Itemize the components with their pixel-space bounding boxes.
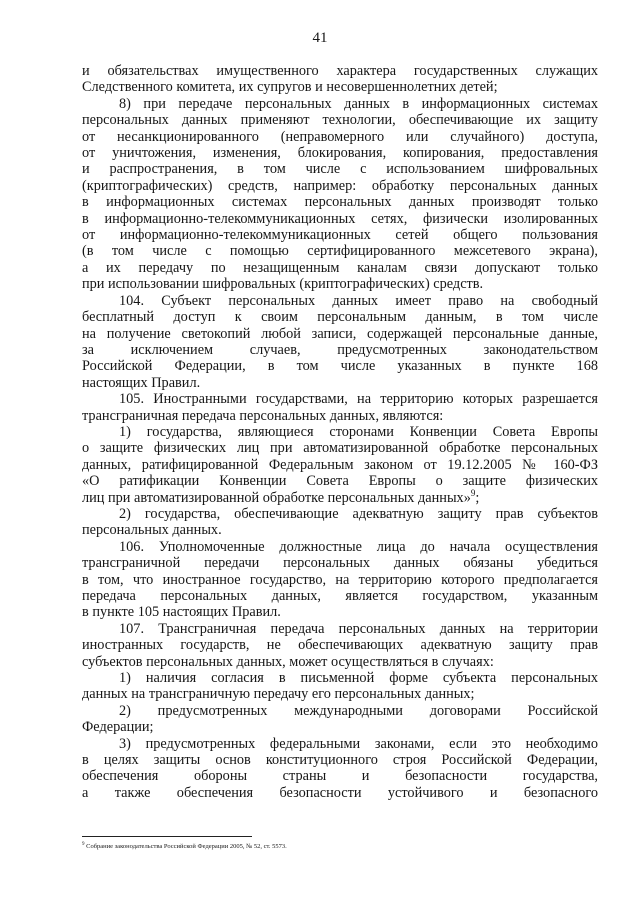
line-text: а их передачу по незащищенным каналам связи допускают только: [82, 259, 598, 276]
line-text: Российской Федерации, в том числе указанных в пункте 168: [82, 358, 598, 375]
line-text: (криптографических) средств, например: обработку персональных данных: [82, 177, 598, 194]
line-text: 2) предусмотренных международными договорами Российской: [119, 702, 598, 719]
text-line: [82, 391, 598, 407]
text-line: [82, 768, 598, 784]
line-text: персональных данных применяют технологии, обеспечивающие их защиту: [82, 112, 598, 129]
line-text: 106. Уполномоченные должностные лица до начала осуществления: [119, 538, 598, 555]
text-line: [82, 506, 598, 522]
text-line: [82, 293, 598, 309]
line-text: а также обеспечения безопасности устойчивого и безопасного: [82, 784, 598, 801]
line-text: и обязательствах имущественного характера государственных служащих: [82, 63, 598, 79]
text-line: [82, 161, 598, 177]
line-text: «О ратификации Конвенции Совета Европы о защите физических: [82, 473, 598, 490]
line-text: в информационных системах персональных данных производят только: [82, 194, 598, 211]
text-line: [82, 358, 598, 374]
line-text: персональных данных.: [82, 522, 222, 539]
line-text: 3) предусмотренных федеральными законами, если это необходимо: [119, 735, 598, 752]
text-line: [82, 260, 598, 276]
line-text: на получение светокопий любой записи, содержащей персональные данные,: [82, 325, 598, 342]
footnote-marker: 9: [82, 842, 85, 847]
body-text: [82, 63, 598, 801]
line-text: 2) государства, обеспечивающие адекватную защиту прав субъектов: [119, 505, 598, 522]
text-line: [82, 703, 598, 719]
footnote-divider: [82, 836, 252, 837]
line-text: трансграничной передачи персональных данных обязаны убедиться: [82, 555, 598, 572]
line-text: о защите физических лиц при автоматизированной обработке персональных: [82, 440, 598, 457]
text-line: [82, 588, 598, 604]
line-text: данных, ратифицированной Федеральным законом от 19.12.2005 № 160-ФЗ: [82, 456, 598, 473]
text-line: [82, 408, 598, 424]
line-text: и распространения, в том числе с использованием шифровальных: [82, 161, 598, 178]
line-text: в пункте 105 настоящих Правил.: [82, 604, 281, 621]
line-text: бесплатный доступ к своим персональным данным, в том числе: [82, 309, 598, 326]
text-line: [82, 621, 598, 637]
line-text: от уничтожения, изменения, блокирования, копирования, предоставления: [82, 145, 598, 162]
line-text: иностранных государств, не обеспечивающих адекватную защиту прав: [82, 637, 598, 654]
text-line: [82, 555, 598, 571]
text-line: [82, 670, 598, 686]
line-text: 1) наличия согласия в письменной форме субъекта персональных: [119, 670, 598, 687]
page-number: 41: [312, 30, 328, 46]
line-text: 104. Субъект персональных данных имеет право на свободный: [119, 292, 598, 309]
line-text: в целях защиты основ конституционного строя Российской Федерации,: [82, 752, 598, 769]
text-line: [82, 79, 598, 95]
text-line: [82, 604, 598, 620]
text-line: [82, 63, 598, 79]
text-line: [82, 227, 598, 243]
text-line: [82, 487, 598, 506]
line-text: 105. Иностранными государствами, на территорию которых разрешается: [119, 391, 598, 408]
line-text: в информационно-телекоммуникационных сетях, физически изолированных: [82, 210, 598, 227]
line-text: Следственного комитета, их супругов и несовершеннолетних детей;: [82, 79, 498, 96]
text-line: [82, 211, 598, 227]
line-text: в том, что иностранное государство, на территорию которого предполагается: [82, 571, 598, 588]
text-line: [82, 572, 598, 588]
line-text: настоящих Правил.: [82, 374, 201, 391]
text-line: [82, 522, 598, 538]
line-text: лиц при автоматизированной обработке персональных данных»: [82, 489, 471, 506]
text-line: [82, 785, 598, 801]
line-text: 8) при передаче персональных данных в информационных системах: [119, 95, 598, 112]
text-line: [82, 276, 598, 292]
line-text: трансграничная передача персональных данных, являются:: [82, 407, 444, 424]
footnote-reference: 9: [470, 487, 476, 498]
line-text: за исключением случаев, предусмотренных законодательством: [82, 341, 598, 358]
text-line: [82, 424, 598, 440]
line-text: субъектов персональных данных, может осуществляться в случаях:: [82, 653, 494, 670]
text-line: [82, 145, 598, 161]
text-line: [82, 686, 598, 702]
text-line: [82, 637, 598, 653]
line-text: Федерации;: [82, 719, 154, 736]
text-line: [82, 309, 598, 325]
line-text: 107. Трансграничная передача персональных данных на территории: [119, 620, 598, 637]
footnote-text: Собрание законодательства Российской Федерации 2005, № 52, ст. 5573.: [84, 843, 287, 851]
line-text: от несанкционированного (неправомерного или случайного) доступа,: [82, 128, 598, 145]
line-text: передача персональных данных, является государством, указанным: [82, 588, 598, 604]
text-line: [82, 194, 598, 210]
text-line: [82, 539, 598, 555]
line-tail: ;: [475, 489, 480, 506]
text-line: [82, 375, 598, 391]
line-text: от информационно-телекоммуникационных сетей общего пользования: [82, 227, 598, 244]
text-line: [82, 112, 598, 128]
text-line: [82, 129, 598, 145]
text-line: [82, 440, 598, 456]
text-line: [82, 457, 598, 473]
text-line: [82, 473, 598, 489]
line-text: обеспечения обороны страны и безопасности государства,: [82, 768, 598, 785]
text-line: [82, 326, 598, 342]
line-text: при использовании шифровальных (криптографических) средств.: [82, 276, 484, 293]
text-line: [82, 654, 598, 670]
line-text: 1) государства, являющиеся сторонами Конвенции Совета Европы: [119, 423, 598, 440]
text-line: [82, 243, 598, 259]
text-line: [82, 736, 598, 752]
line-text: (в том числе с помощью сертифицированного межсетевого экрана),: [82, 243, 598, 260]
text-line: [82, 96, 598, 112]
footnote: [82, 840, 598, 851]
text-line: [82, 752, 598, 768]
line-text: данных на трансграничную передачу его персональных данных;: [82, 686, 475, 703]
text-line: [82, 719, 598, 735]
text-line: [82, 342, 598, 358]
text-line: [82, 178, 598, 194]
